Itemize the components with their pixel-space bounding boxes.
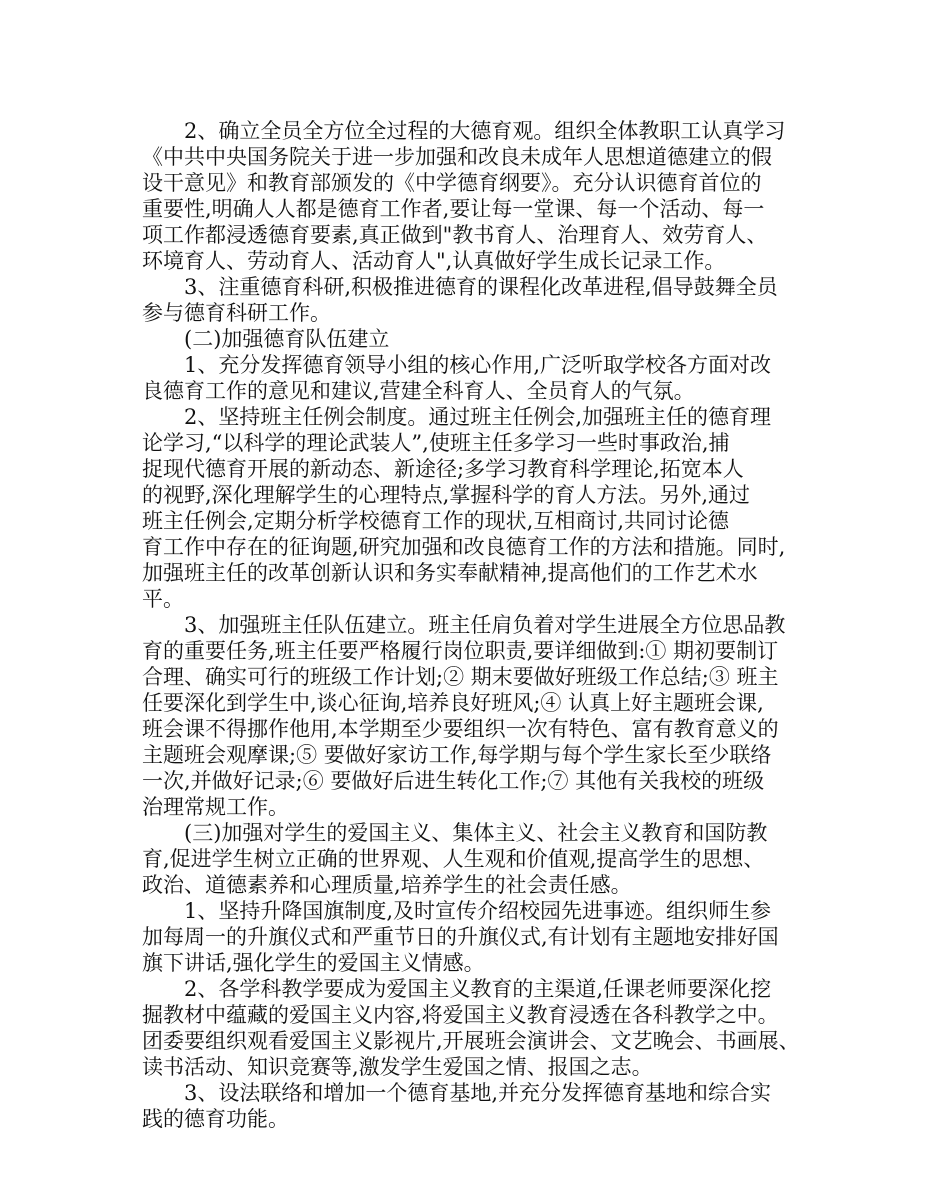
text-line: 践的德育功能。	[142, 1107, 289, 1131]
text-line: 政治、道德素养和心理质量,培养学生的社会责任感。	[142, 873, 632, 897]
text-line: 重要性,明确人人都是德育工作者,要让每一堂课、每一个活动、每一	[142, 197, 765, 221]
text-line: 2、各学科教学要成为爱国主义教育的主渠道,任课老师要深化挖	[184, 977, 772, 1001]
text-line: 班主任例会,定期分析学校德育工作的现状,互相商讨,共同讨论德	[142, 509, 730, 533]
text-line: 加每周一的升旗仪式和严重节日的升旗仪式,有计划有主题地安排好国	[142, 925, 779, 949]
text-line: 治理常规工作。	[142, 795, 289, 819]
text-line: (三)加强对学生的爱国主义、集体主义、社会主义教育和国防教	[184, 821, 768, 845]
text-line: 平。	[142, 587, 184, 611]
text-line: (二)加强德育队伍建立	[184, 327, 390, 351]
text-line: 2、确立全员全方位全过程的大德育观。组织全体教职工认真学习	[184, 119, 786, 143]
text-line: 论学习,“以科学的理论武装人”,使班主任多学习一些时事政治,捕	[142, 431, 730, 455]
text-line: 良德育工作的意见和建议,营建全科育人、全员育人的气氛。	[142, 379, 695, 403]
text-line: 育工作中存在的征询题,研究加强和改良德育工作的方法和措施。同时,	[142, 535, 786, 559]
text-line: 一次,并做好记录;⑥ 要做好后进生转化工作;⑦ 其他有关我校的班级	[142, 769, 765, 793]
text-line: 任要深化到学生中,谈心征询,培养良好班风;④ 认真上好主题班会课,	[142, 691, 764, 715]
document-body	[142, 118, 812, 1132]
text-line: 掘教材中蕴藏的爱国主义内容,将爱国主义教育浸透在各科教学之中。	[142, 1003, 779, 1027]
text-line: 项工作都浸透德育要素,真正做到"教书育人、治理育人、效劳育人、	[142, 223, 768, 247]
text-line: 读书活动、知识竞赛等,激发学生爱国之情、报国之志。	[142, 1055, 653, 1079]
text-line: 《中共中央国务院关于进一步加强和改良未成年人思想道德建立的假	[142, 145, 772, 169]
text-line: 2、坚持班主任例会制度。通过班主任例会,加强班主任的德育理	[184, 405, 772, 429]
text-line: 主题班会观摩课;⑤ 要做好家访工作,每学期与每个学生家长至少联络	[142, 743, 772, 767]
text-line: 参与德育科研工作。	[142, 301, 331, 325]
text-line: 旗下讲话,强化学生的爱国主义情感。	[142, 951, 485, 975]
text-line: 3、设法联络和增加一个德育基地,并充分发挥德育基地和综合实	[184, 1081, 772, 1105]
text-line: 育,促进学生树立正确的世界观、人生观和价值观,提高学生的思想、	[142, 847, 765, 871]
text-line: 设干意见》和教育部颁发的《中学德育纲要》。充分认识德育首位的	[142, 171, 762, 195]
text-line: 3、加强班主任队伍建立。班主任肩负着对学生进展全方位思品教	[184, 613, 786, 637]
text-line: 捉现代德育开展的新动态、新途径;多学习教育科学理论,拓宽本人	[142, 457, 744, 481]
text-line: 1、坚持升降国旗制度,及时宣传介绍校园先进事迹。组织师生参	[184, 899, 772, 923]
text-line: 的视野,深化理解学生的心理特点,掌握科学的育人方法。另外,通过	[142, 483, 751, 507]
text-line: 班会课不得挪作他用,本学期至少要组织一次有特色、富有教育意义的	[142, 717, 779, 741]
text-line: 1、充分发挥德育领导小组的核心作用,广泛听取学校各方面对改	[184, 353, 772, 377]
text-line: 加强班主任的改革创新认识和务实奉献精神,提高他们的工作艺术水	[142, 561, 758, 585]
text-line: 团委要组织观看爱国主义影视片,开展班会演讲会、文艺晚会、书画展、	[142, 1029, 800, 1053]
text-line: 育的重要任务,班主任要严格履行岗位职责,要详细做到:① 期初要制订	[142, 639, 779, 663]
text-line: 合理、确实可行的班级工作计划;② 期末要做好班级工作总结;③ 班主	[142, 665, 779, 689]
text-line: 3、注重德育科研,积极推进德育的课程化改革进程,倡导鼓舞全员	[184, 275, 778, 299]
text-line: 环境育人、劳动育人、活动育人",认真做好学生成长记录工作。	[142, 249, 726, 273]
